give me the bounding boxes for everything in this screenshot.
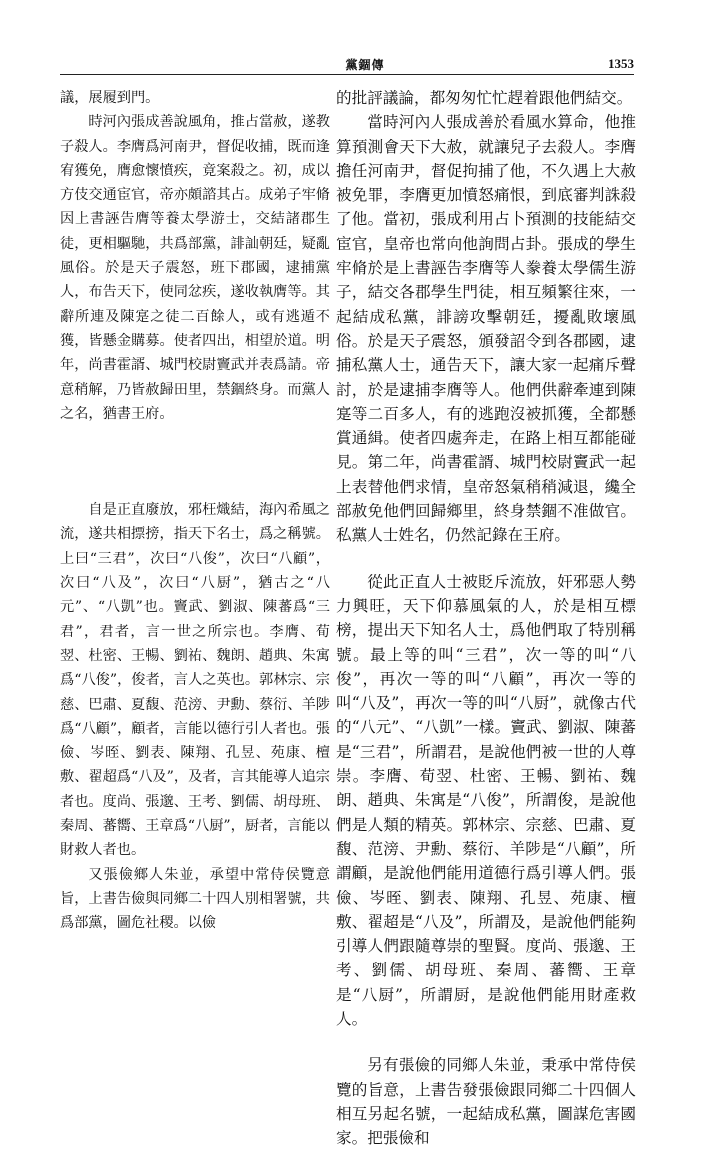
page-header <box>0 0 716 80</box>
page-number: 1353 <box>608 56 634 71</box>
running-title: 黨錮傳 <box>345 58 385 72</box>
translation-paragraph: 的批評議論，都匆匆忙忙趕着跟他們結交。 <box>336 89 633 107</box>
section-gap <box>336 548 636 570</box>
section-gap <box>336 1031 636 1053</box>
classical-paragraph: 自是正直廢放，邪枉熾結，海內希風之流，遂共相摽搒，指天下名士，爲之稱號。上曰“三君”，次曰“八俊”，次曰“八顧”，次曰“八及”，次曰“八厨”，猶古之“八元”、“八凱”也。竇武、劉淑、陳蕃爲“三君”，君者，言一世之所宗也。李膺、荀翌、杜密、王暢、劉祐、魏朗、趙典、朱寓爲“八俊”，俊者，言人之英也。郭林宗、宗慈、巴肅、夏馥、范滂、尹勳、蔡衍、羊陟爲“八顧”，顧者，言能以德行引人者也。張儉、岑晊、劉表、陳翔、孔昱、苑康、檀敷、翟超爲“八及”，及者，言其能導人追宗者也。度尚、張邈、王考、劉儒、胡母班、秦周、蕃嚮、王章爲“八厨”，厨者，言能以財救人者也。 <box>60 502 330 859</box>
classical-text-column <box>60 86 330 936</box>
translation-paragraph: 從此正直人士被貶斥流放，奸邪惡人勢力興旺，天下仰慕風氣的人，於是相互標榜，提出天下知名人士，爲他們取了特別稱號。最上等的叫“三君”，次一等的叫“八俊”，再次一等的叫“八顧”，再次一等的叫“八及”，再次一等的叫“八厨”，就像古代的“八元”、“八凱”一樣。竇武、劉淑、陳蕃是“三君”，所謂君，是說他們被一世的人尊崇。李膺、荀翌、杜密、王暢、劉祐、魏朗、趙典、朱寓是“八俊”，所謂俊，是說他們是人類的精英。郭林宗、宗慈、巴肅、夏馥、范滂、尹勳、蔡衍、羊陟是“八顧”，所謂顧，是說他們能用道德行爲引導人們。張儉、岑晊、劉表、陳翔、孔昱、苑康、檀敷、翟超是“八及”，所謂及，是說他們能夠引導人們跟隨尊崇的聖賢。度尚、張邈、王考、劉儒、胡母班、秦周、蕃嚮、王章是“八厨”，所謂厨，是說他們能用財產救人。 <box>336 572 636 1028</box>
section-gap <box>60 426 330 498</box>
translation-paragraph: 當時河內人張成善於看風水算命，他推算預測會天下大赦，就讓兒子去殺人。李膺擔任河南尹，督促拘捕了他，不久遇上大赦被免罪，李膺更加憤怒痛恨，到底審判誅殺了他。當初，張成利用占卜預測的技能結交宦官，皇帝也常向他詢問占卦。張成的學生牢脩於是上書誣告李膺等人豢養太學儒生游子，結交各郡學生門徒，相互頻繁往來，一起結成私黨，誹謗攻擊朝廷，擾亂敗壞風俗。於是天子震怒，頒發詔令到各郡國，逮捕私黨人士，通告天下，讓大家一起痛斥聲討，於是逮捕李膺等人。他們供辭牽連到陳寔等二百多人，有的逃跑沒被抓獲，全都懸賞通緝。使者四處奔走，在路上相互都能碰見。第二年，尚書霍諝、城門校尉竇武一起上表替他們求情，皇帝怒氣稍稍減退，纔全部赦免他們回歸鄉里，終身禁錮不准做官。私黨人士姓名，仍然記錄在王府。 <box>336 113 636 545</box>
classical-paragraph: 議，展履到門。 <box>60 90 160 106</box>
classical-paragraph: 時河內張成善說風角，推占當赦，遂教子殺人。李膺爲河南尹，督促收捕，既而逢宥獲免，膺愈懷憤疾，竟案殺之。初，成以方伎交通宦官，帝亦頗諮其占。成弟子牢脩因上書誣告膺等養太學游士，交結諸郡生徒，更相驅馳，共爲部黨，誹訕朝廷，疑亂風俗。於是天子震怒，班下郡國，逮捕黨人，布告天下，使同忿疾，遂收執膺等。其辭所連及陳寔之徒二百餘人，或有逃遁不獲，皆懸金購募。使者四出，相望於道。明年，尚書霍諝、城門校尉竇武并表爲請。帝意稍解，乃皆赦歸田里，禁錮終身。而黨人之名，猶書王府。 <box>60 114 330 422</box>
translation-text-column <box>336 86 636 1150</box>
classical-paragraph: 又張儉鄉人朱並，承望中常侍侯覽意旨，上書告儉與同鄉二十四人別相署號，共爲部黨，圖危社稷。以儉 <box>60 866 330 932</box>
header-rule <box>60 74 634 75</box>
translation-paragraph: 另有張儉的同鄉人朱並，秉承中常侍侯覽的旨意，上書告發張儉跟同鄉二十四個人相互另起名號，一起結成私黨，圖謀危害國家。把張儉和 <box>336 1056 636 1148</box>
